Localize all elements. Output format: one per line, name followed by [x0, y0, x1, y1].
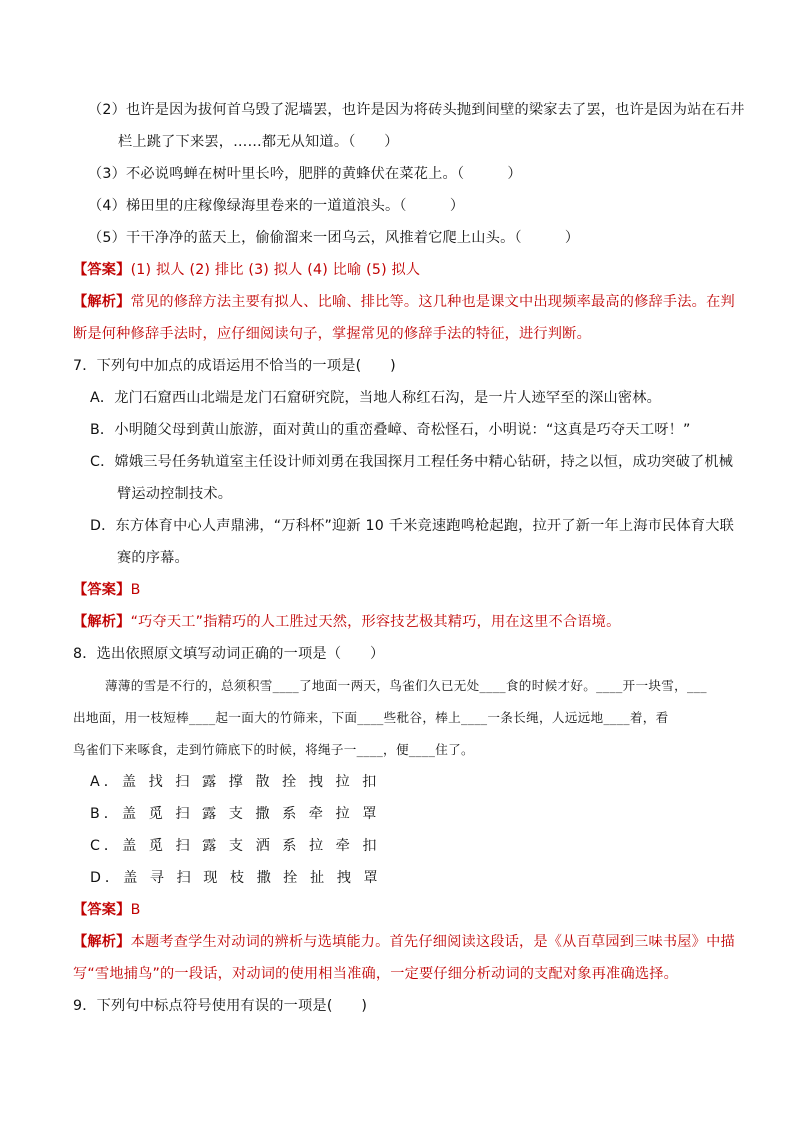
analysis-text: 本题考查学生对动词的辨析与选填能力。首先仔细阅读这段话，是《从百草园到三味书屋》中描	[130, 934, 735, 950]
analysis-tag: 【解析】	[73, 934, 131, 950]
q6-item5: （5）干干净净的蓝天上，偷偷溜来一团乌云，风推着它爬上山头。（ ）	[88, 230, 580, 246]
answer-tag: 【答案】	[73, 582, 131, 598]
q6-answer	[73, 260, 420, 280]
answer-tag: 【答案】	[73, 262, 131, 278]
q7-option-d-line1: D．东方体育中心人声鼎沸，“万科杯”迎新 10 千米竞速跑鸣枪起跑，拉开了新一年上海市民体育大联	[90, 518, 734, 534]
q8-passage-line1: 薄薄的雪是不行的，总须积雪____了地面一两天，鸟雀们久已无处____食的时候才好。____开一块雪，___	[105, 678, 707, 693]
analysis-tag: 【解析】	[73, 614, 131, 630]
q8-option-d: D．盖 寻 扫 现 枝 撒 拴 扯 拽 罩	[90, 870, 382, 886]
answer-tag: 【答案】	[73, 902, 131, 918]
answer-text: (1) 拟人 (2) 排比 (3) 拟人 (4) 比喻 (5) 拟人	[130, 262, 421, 278]
q8-passage-line3: 鸟雀们下来啄食，走到竹筛底下的时候，将绳子一____，便____住了。	[73, 742, 474, 757]
q7-option-c-line1: C．嫦娥三号任务轨道室主任设计师刘勇在我国探月工程任务中精心钻研，持之以恒，成功突破了机械	[90, 454, 734, 470]
q7-option-d-line2: 赛的序幕。	[117, 550, 189, 566]
q8-analysis-line1	[73, 932, 735, 952]
q6-item2-line1: （2）也许是因为拔何首乌毁了泥墙罢，也许是因为将砖头抛到间壁的梁家去了罢，也许是因为站在石井	[88, 102, 745, 118]
q8-answer	[73, 900, 141, 920]
q6-item4: （4）梯田里的庄稼像绿海里卷来的一道道浪头。（ ）	[88, 198, 465, 214]
q8-option-c: C．盖 觅 扫 露 支 洒 系 拉 牵 扣	[90, 838, 381, 854]
q7-option-c-line2: 臂运动控制技术。	[117, 486, 233, 502]
q8-analysis-line2: 写“雪地捕鸟”的一段话，对动词的使用相当准确，一定要仔细分析动词的支配对象再准确选择。	[73, 966, 678, 982]
q7-analysis	[73, 612, 620, 632]
q7-stem: 7．下列句中加点的成语运用不恰当的一项是( )	[73, 358, 396, 374]
analysis-text: 常见的修辞方法主要有拟人、比喻、排比等。这几种也是课文中出现频率最高的修辞手法。在判	[130, 294, 735, 310]
q9-stem: 9．下列句中标点符号使用有误的一项是( )	[73, 998, 368, 1014]
q6-item3: （3）不必说鸣蝉在树叶里长吟，肥胖的黄蜂伏在菜花上。（ ）	[88, 166, 522, 182]
answer-text: B	[130, 902, 141, 918]
q6-analysis-line2: 断是何种修辞手法时，应仔细阅读句子，掌握常见的修辞手法的特征，进行判断。	[73, 326, 591, 342]
q8-option-a: A．盖 找 扫 露 撑 散 拴 拽 拉 扣	[90, 774, 381, 790]
q7-answer	[73, 580, 141, 600]
analysis-tag: 【解析】	[73, 294, 131, 310]
q6-item2-line2: 栏上跳了下来罢，……都无从知道。（ ）	[118, 134, 399, 150]
q8-stem: 8．选出依照原文填写动词正确的一项是（ ）	[73, 646, 385, 662]
answer-text: B	[130, 582, 141, 598]
analysis-text: “巧夺天工”指精巧的人工胜过天然，形容技艺极其精巧，用在这里不合语境。	[130, 614, 621, 630]
q8-passage-line2: 出地面，用一枝短棒____起一面大的竹筛来，下面____些秕谷，棒上____一条长绳，人远远地____着，看	[73, 710, 669, 725]
q6-analysis-line1	[73, 292, 735, 312]
q8-option-b: B．盖 觅 扫 露 支 撒 系 牵 拉 罩	[90, 806, 381, 822]
q7-option-a: A．龙门石窟西山北端是龙门石窟研究院，当地人称红石沟，是一片人迹罕至的深山密林。	[90, 390, 662, 406]
q7-option-b: B．小明随父母到黄山旅游，面对黄山的重峦叠嶂、奇松怪石，小明说：“这真是巧夺天工呀！”	[90, 422, 691, 438]
